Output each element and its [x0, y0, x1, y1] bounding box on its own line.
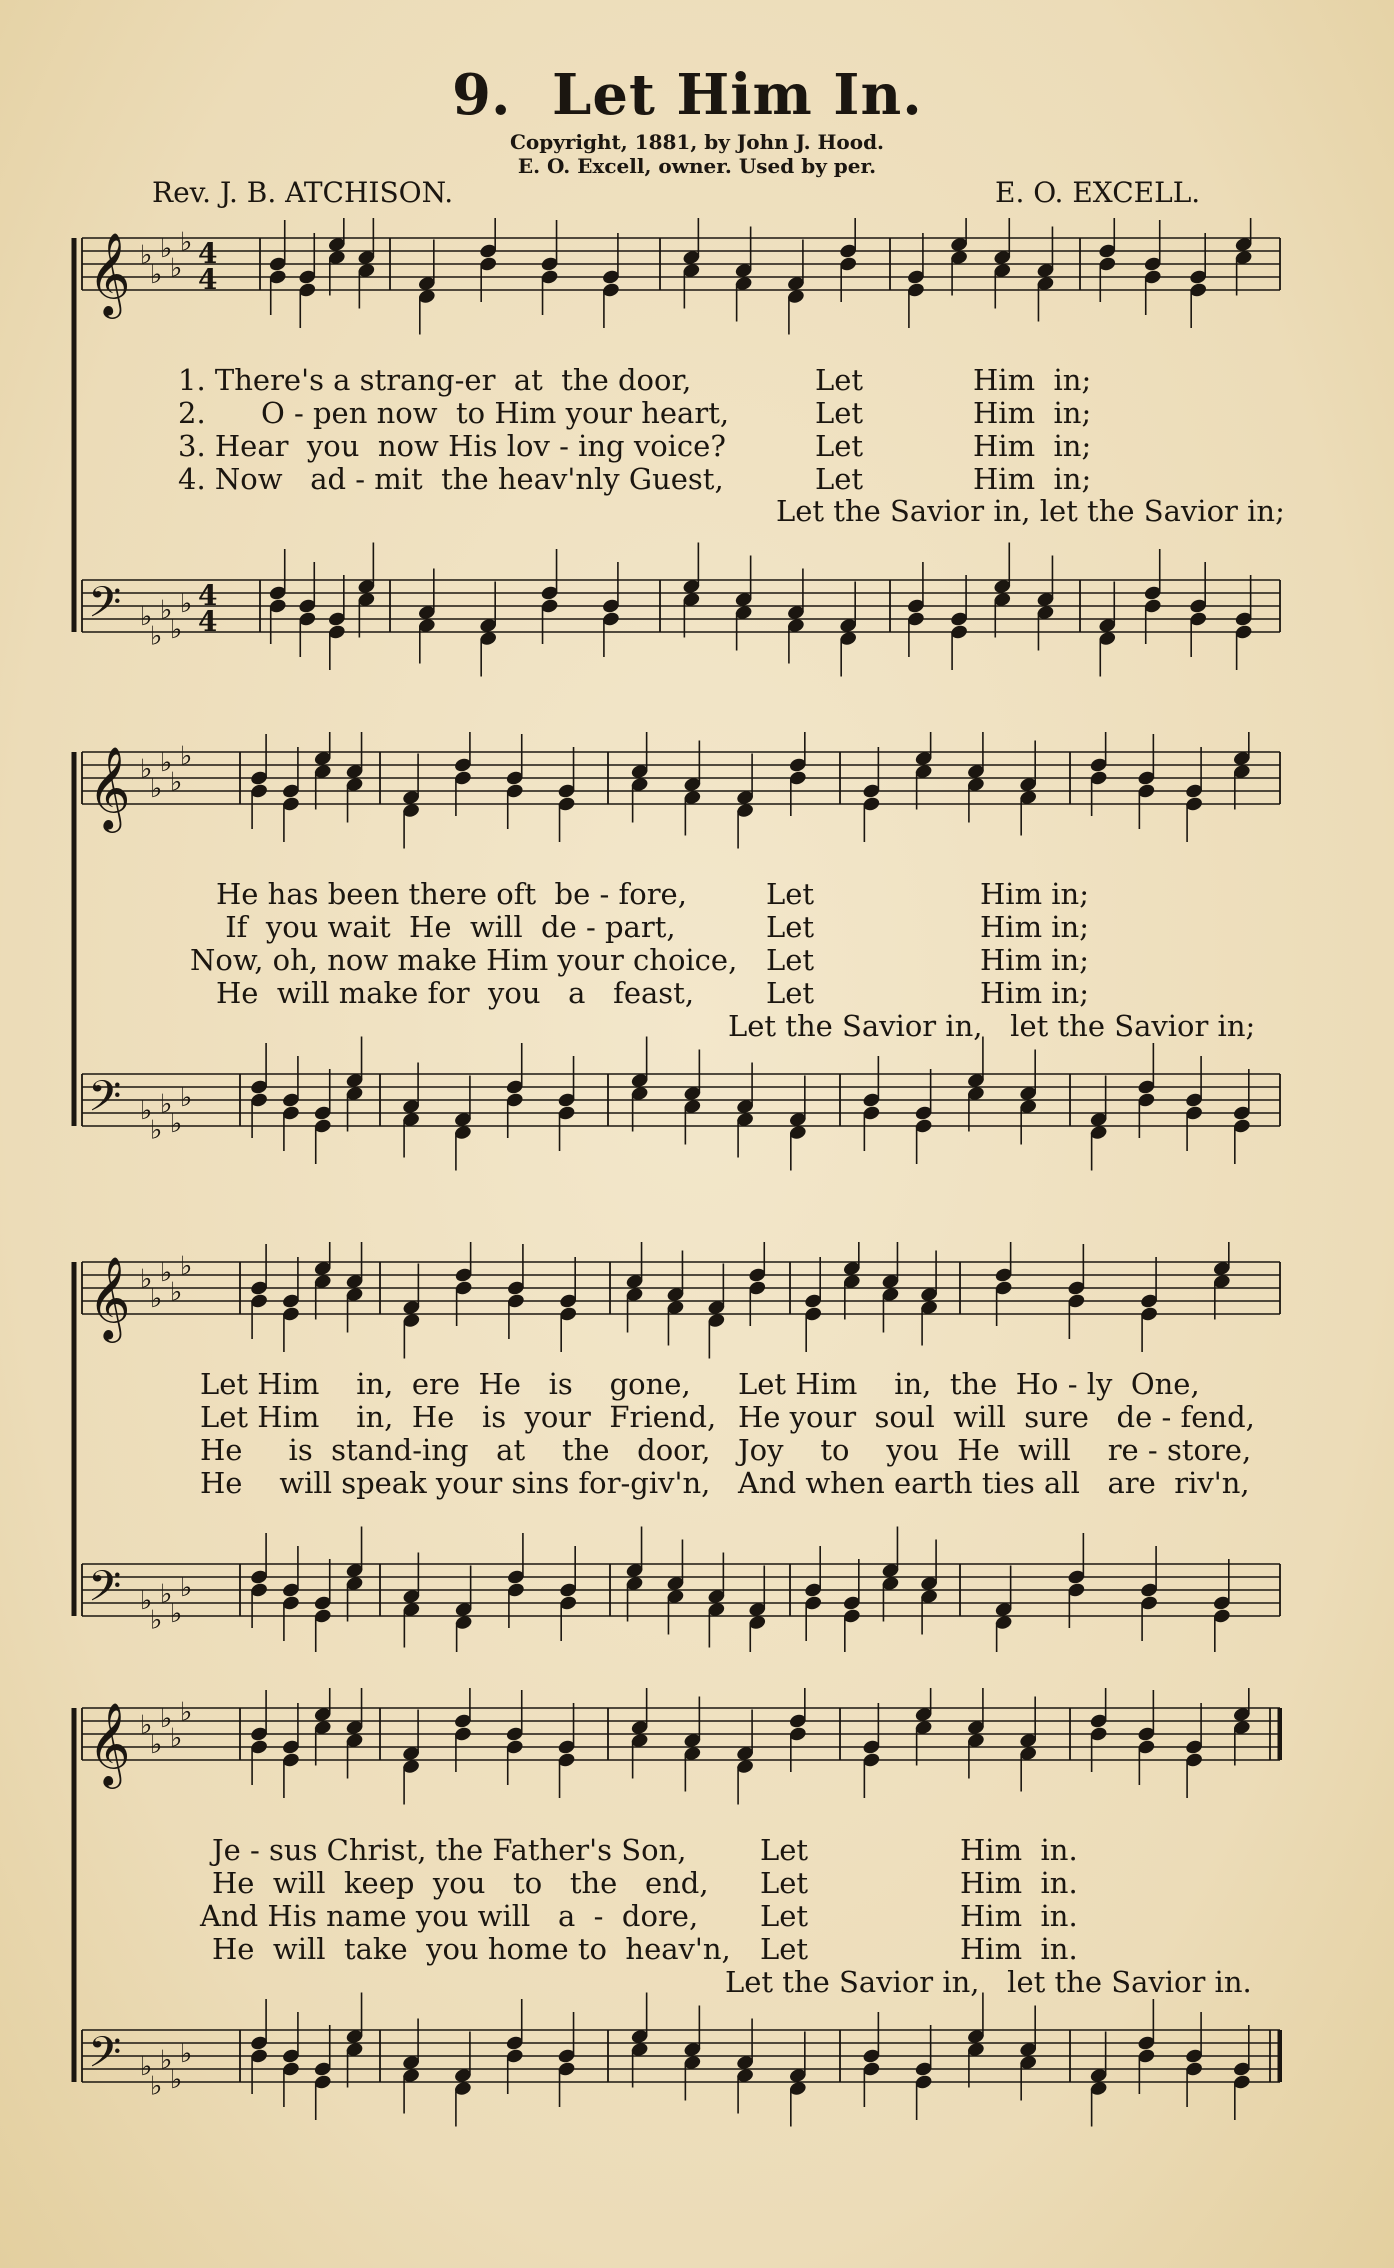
flat-icon: ♭	[140, 240, 153, 271]
flat-icon: ♭	[150, 260, 163, 290]
time-signature-bottom: 4	[198, 263, 218, 296]
flat-icon: ♭	[140, 1264, 153, 1295]
verse-2-line-b: Let	[815, 396, 864, 430]
flat-icon: ♭	[150, 1605, 163, 1636]
time-signature-top: 4	[198, 237, 218, 270]
verse-2-line-b: He your soul will sure de - fend,	[738, 1400, 1255, 1434]
copyright-line: Copyright, 1881, by John J. Hood.	[509, 130, 885, 154]
flat-icon: ♭	[150, 621, 163, 652]
verse-3-line-c: Him in;	[980, 943, 1090, 977]
verse-3-line-c: Him in;	[973, 429, 1092, 463]
flat-icon: ♭	[150, 1115, 163, 1146]
verse-3-line-a: And His name you will a - dore,	[200, 1899, 699, 1933]
treble-clef-icon: 𝄞	[88, 1255, 131, 1339]
verse-2-line-b: Let	[766, 910, 815, 944]
flat-icon: ♭	[170, 1599, 183, 1629]
verse-4-line-a: 4. Now ad - mit the heav'nly Guest,	[178, 462, 724, 496]
owner-line: E. O. Excell, owner. Used by per.	[517, 154, 877, 178]
verse-3-line-b: Let	[766, 943, 815, 977]
bass-clef-icon: 𝄢	[88, 1072, 122, 1132]
verse-4-line-a: He will take you home to heav'n,	[212, 1932, 731, 1966]
flat-icon: ♭	[180, 1251, 193, 1282]
flat-icon: ♭	[170, 1109, 183, 1139]
time-signature-bottom: 4	[198, 605, 218, 638]
verse-3-line-a: 3. Hear you now His lov - ing voice?	[178, 429, 726, 463]
verse-3-line-b: Let	[760, 1899, 809, 1933]
verse-4-line-c: Him in;	[973, 462, 1092, 496]
verse-2-line-b: Let	[760, 1866, 809, 1900]
bass-clef-icon: 𝄢	[88, 578, 122, 638]
music-system-4	[70, 1688, 1282, 2148]
verse-2-line-a: Let Him in, He is your Friend,	[200, 1400, 717, 1434]
flat-icon: ♭	[160, 748, 173, 778]
verse-4-line-b: And when earth ties all are riv'n,	[738, 1466, 1250, 1500]
verse-1-line-a: Je - sus Christ, the Father's Son,	[212, 1833, 687, 1867]
flat-icon: ♭	[150, 1730, 163, 1760]
bass-clef-icon: 𝄢	[88, 2028, 122, 2088]
flat-icon: ♭	[160, 1579, 173, 1610]
verse-4-line-b: Let	[815, 462, 864, 496]
verse-3-line-a: He is stand-ing at the door,	[200, 1433, 711, 1467]
music-system-1	[70, 218, 1285, 688]
treble-clef-icon: 𝄞	[88, 745, 131, 829]
verse-2-line-a: 2. O - pen now to Him your heart,	[178, 396, 730, 430]
flat-icon: ♭	[170, 1277, 183, 1308]
verse-2-line-c: Him in;	[980, 910, 1090, 944]
verse-1-line-b: Let	[766, 877, 815, 911]
verse-4-line-b: Let	[766, 976, 815, 1010]
lyricist-credit: Rev. J. B. ATCHISON.	[152, 176, 454, 209]
verse-4-line-a: He will speak your sins for-giv'n,	[200, 1466, 711, 1500]
verse-1-line-c: Him in.	[960, 1833, 1078, 1867]
verse-1-line-b: Let	[760, 1833, 809, 1867]
flat-icon: ♭	[180, 589, 193, 619]
verse-1-line-c: Him in;	[980, 877, 1090, 911]
verse-1-line-b: Let Him in, the Ho - ly One,	[738, 1367, 1200, 1401]
verse-1-line-a: Let Him in, ere He is gone,	[200, 1367, 691, 1401]
treble-clef-icon: 𝄞	[88, 1701, 131, 1785]
verse-3-line-b: Joy to you He will re - store,	[738, 1433, 1252, 1467]
music-system-3	[70, 1242, 1282, 1652]
verse-4-line-c: Him in;	[980, 976, 1090, 1010]
verse-4-line-c: Him in.	[960, 1932, 1078, 1966]
flat-icon: ♭	[140, 1710, 153, 1741]
verse-1-line-a: He has been there oft be - fore,	[216, 877, 687, 911]
flat-icon: ♭	[150, 2071, 163, 2102]
verse-4-line-b: Let	[760, 1932, 809, 1966]
flat-icon: ♭	[170, 615, 183, 645]
treble-clef-icon: 𝄞	[88, 231, 131, 315]
flat-icon: ♭	[160, 2045, 173, 2076]
verse-3-line-a: Now, oh, now make Him your choice,	[190, 943, 738, 977]
flat-icon: ♭	[170, 2065, 183, 2095]
flat-icon: ♭	[170, 253, 183, 284]
refrain-line: Let the Savior in, let the Savior in.	[725, 1965, 1252, 1999]
music-system-2	[70, 732, 1282, 1172]
verse-3-line-b: Let	[815, 429, 864, 463]
flat-icon: ♭	[160, 595, 173, 626]
composer-credit: E. O. EXCELL.	[995, 176, 1201, 209]
flat-icon: ♭	[160, 1089, 173, 1120]
flat-icon: ♭	[170, 767, 183, 798]
flat-icon: ♭	[180, 1573, 193, 1603]
verse-2-line-a: If you wait He will de - part,	[216, 910, 676, 944]
flat-icon: ♭	[150, 774, 163, 804]
bass-clef-icon: 𝄢	[88, 1562, 122, 1622]
refrain-line: Let the Savior in, let the Savior in;	[776, 494, 1285, 528]
verse-2-line-c: Him in.	[960, 1866, 1078, 1900]
flat-icon: ♭	[140, 1096, 153, 1126]
flat-icon: ♭	[160, 234, 173, 264]
verse-1-line-c: Him in;	[973, 363, 1092, 397]
flat-icon: ♭	[180, 1083, 193, 1113]
flat-icon: ♭	[140, 2052, 153, 2082]
flat-icon: ♭	[140, 754, 153, 785]
flat-icon: ♭	[150, 1284, 163, 1314]
flat-icon: ♭	[140, 602, 153, 632]
hymn-number: 9.	[452, 62, 511, 128]
time-signature-top: 4	[198, 579, 218, 612]
verse-1-line-b: Let	[815, 363, 864, 397]
flat-icon: ♭	[140, 1586, 153, 1616]
flat-icon: ♭	[180, 1697, 193, 1728]
flat-icon: ♭	[170, 1723, 183, 1754]
flat-icon: ♭	[180, 2039, 193, 2069]
verse-2-line-c: Him in;	[973, 396, 1092, 430]
flat-icon: ♭	[160, 1704, 173, 1734]
hymn-title: Let Him In.	[552, 62, 923, 128]
flat-icon: ♭	[160, 1258, 173, 1288]
verse-3-line-c: Him in.	[960, 1899, 1078, 1933]
verse-1-line-a: 1. There's a strang-er at the door,	[178, 363, 692, 397]
flat-icon: ♭	[180, 741, 193, 772]
verse-4-line-a: He will make for you a feast,	[216, 976, 695, 1010]
refrain-line: Let the Savior in, let the Savior in;	[728, 1009, 1256, 1043]
flat-icon: ♭	[180, 227, 193, 258]
verse-2-line-a: He will keep you to the end,	[212, 1866, 709, 1900]
